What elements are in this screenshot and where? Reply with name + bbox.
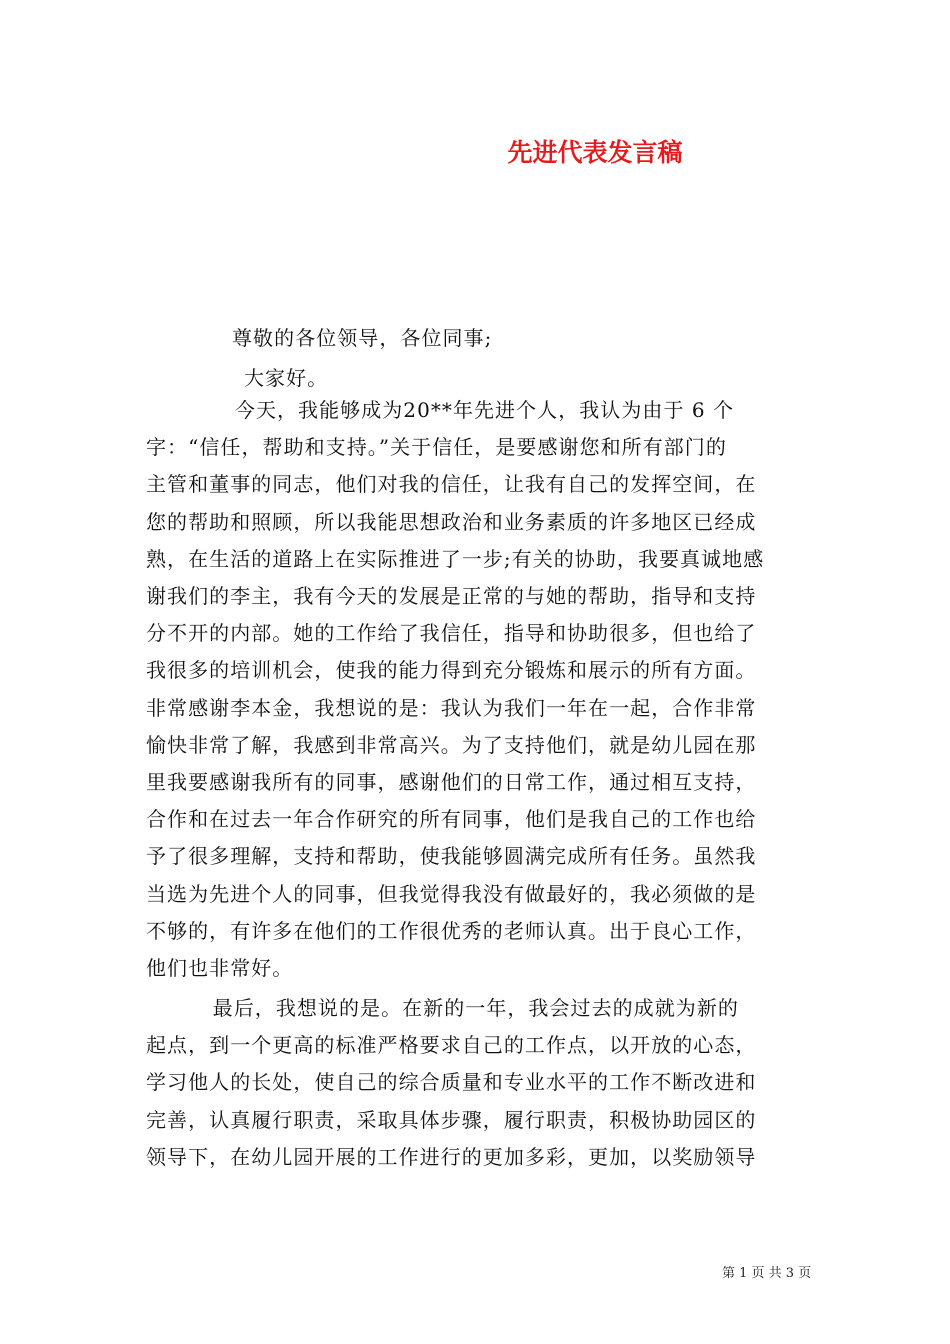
text-line: 我很多的培训机会，使我的能力得到充分锻炼和展示的所有方面。 (146, 658, 757, 683)
text-line: 愉快非常了解，我感到非常高兴。为了支持他们，就是幼儿园在那 (146, 732, 757, 757)
text-line: 领导下，在幼儿园开展的工作进行的更加多彩，更加，以奖励领导 (146, 1144, 757, 1169)
text-line: 予了很多理解，支持和帮助，使我能够圆满完成所有任务。虽然我 (146, 844, 757, 869)
text-line: 谢我们的李主，我有今天的发展是正常的与她的帮助，指导和支持 (146, 584, 757, 608)
greeting: 大家好。 (244, 366, 329, 390)
text-line: 您的帮助和照顾，所以我能思想政治和业务素质的许多地区已经成 (146, 509, 757, 534)
text-line: 熟，在生活的道路上在实际推进了一步;有关的协助，我要真诚地感 (146, 546, 765, 571)
text-line: 最后，我想说的是。在新的一年，我会过去的成就为新的 (146, 996, 739, 1020)
text-line: 合作和在过去一年合作研究的所有同事，他们是我自己的工作也给 (146, 807, 757, 832)
text-line: 起点，到一个更高的标准严格要求自己的工作点，以开放的心态， (146, 1033, 757, 1058)
text-line: 他们也非常好。 (146, 956, 294, 980)
text-line: 当选为先进个人的同事，但我觉得我没有做最好的，我必须做的是 (146, 881, 757, 906)
text-line: 非常感谢李本金，我想说的是：我认为我们一年在一起，合作非常 (146, 695, 757, 720)
text-line: 主管和董事的同志，他们对我的信任，让我有自己的发挥空间，在 (146, 472, 757, 497)
text-line: 学习他人的长处，使自己的综合质量和专业水平的工作不断改进和 (146, 1070, 757, 1095)
page-footer: 第 1 页 共 3 页 (722, 1266, 812, 1281)
text-line: 今天，我能够成为20**年先进个人，我认为由于 6 个 (146, 398, 735, 422)
text-line: 字：“信任，帮助和支持。”关于信任，是要感谢您和所有部门的 (146, 435, 727, 460)
text-line: 完善，认真履行职责，采取具体步骤，履行职责，积极协助园区的 (146, 1107, 757, 1132)
page-title: 先进代表发言稿 (507, 138, 683, 167)
text-line: 不够的，有许多在他们的工作很优秀的老师认真。出于良心工作， (146, 918, 757, 943)
salutation: 尊敬的各位领导，各位同事; (232, 326, 493, 350)
text-line: 里我要感谢我所有的同事，感谢他们的日常工作，通过相互支持， (146, 770, 757, 794)
text-line: 分不开的内部。她的工作给了我信任，指导和协助很多，但也给了 (146, 621, 757, 646)
